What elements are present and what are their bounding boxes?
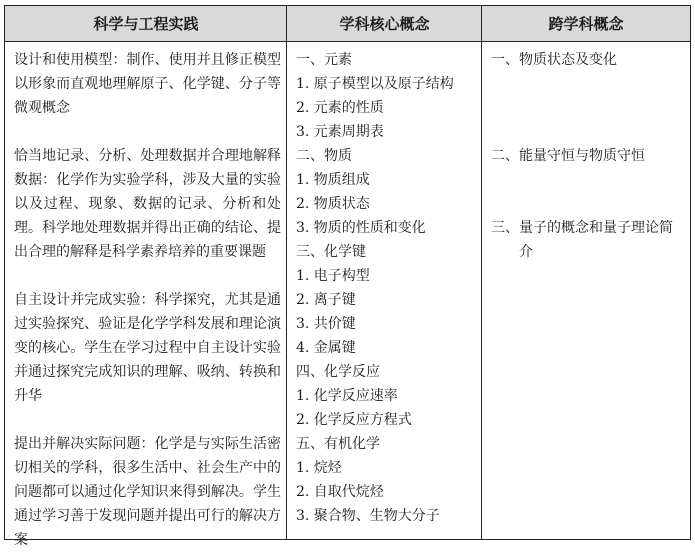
core-concept-item: 2. 物质状态 (296, 196, 370, 212)
cross-concept-number: 二、 (491, 148, 519, 164)
core-concept-item: 4. 金属键 (296, 340, 356, 356)
core-concept-item: 3. 物质的性质和变化 (296, 220, 426, 236)
core-concept-item: 一、元素 (296, 52, 352, 68)
practice-item: 设计和使用模型：制作、使用并且修正模型以形象而直观地理解原子、化学键、分子等微观概念 (14, 52, 281, 116)
core-concept-item: 二、物质 (296, 148, 352, 164)
practice-item: 自主设计并完成实验：科学探究，尤其是通过实验探究、验证是化学学科发展和理论演变的核心。学生在学习过程中自主设计实验并通过探究完成知识的理解、吸纳、转换和升华 (14, 292, 281, 404)
core-concepts-column (287, 42, 482, 539)
cross-concept-text: 物质状态及变化 (519, 52, 617, 68)
practice-item: 提出并解决实际问题：化学是与实际生活密切相关的学科，很多生活中、社会生产中的问题都可以通过化学知识来得到解决。学生通过学习善于发现问题并提出可行的解决方案 (14, 436, 281, 548)
practice-column (5, 42, 287, 548)
core-concept-item: 2. 离子键 (296, 292, 356, 308)
cross-concept-item (491, 48, 684, 72)
core-concept-item: 五、有机化学 (296, 436, 380, 452)
core-concept-item: 3. 元素周期表 (296, 124, 384, 140)
header-core-concepts: 学科核心概念 (287, 6, 482, 42)
core-concept-item: 1. 电子构型 (296, 268, 370, 284)
core-concept-item: 3. 共价键 (296, 316, 356, 332)
core-concept-item: 三、化学键 (296, 244, 366, 260)
cross-concept-text: 量子的概念和量子理论简介 (519, 220, 673, 260)
header-practice: 科学与工程实践 (5, 6, 287, 42)
core-concept-item: 3. 聚合物、生物大分子 (296, 508, 440, 524)
core-concept-item: 四、化学反应 (296, 364, 380, 380)
curriculum-table (4, 5, 691, 548)
core-concept-item: 2. 元素的性质 (296, 100, 384, 116)
core-concept-item: 1. 原子模型以及原子结构 (296, 76, 454, 92)
cross-concept-item (491, 144, 684, 168)
header-cross-concepts: 跨学科概念 (482, 6, 690, 42)
core-concept-item: 1. 化学反应速率 (296, 388, 398, 404)
core-concept-item: 1. 烷烃 (296, 460, 342, 476)
cross-concept-item (491, 216, 684, 264)
core-concept-item: 1. 物质组成 (296, 172, 370, 188)
core-concept-item: 2. 化学反应方程式 (296, 412, 412, 428)
cross-concept-text: 能量守恒与物质守恒 (519, 148, 645, 164)
core-concept-item: 2. 自取代烷烃 (296, 484, 384, 500)
cross-concept-number: 三、 (491, 220, 519, 236)
cross-concept-number: 一、 (491, 52, 519, 68)
practice-item: 恰当地记录、分析、处理数据并合理地解释数据：化学作为实验学科，涉及大量的实验以及过程、现象、数据的记录、分析和处理。科学地处理数据并得出正确的结论、提出合理的解释是科学素养培养的重要课题 (14, 148, 281, 260)
cross-concepts-column (482, 42, 690, 539)
